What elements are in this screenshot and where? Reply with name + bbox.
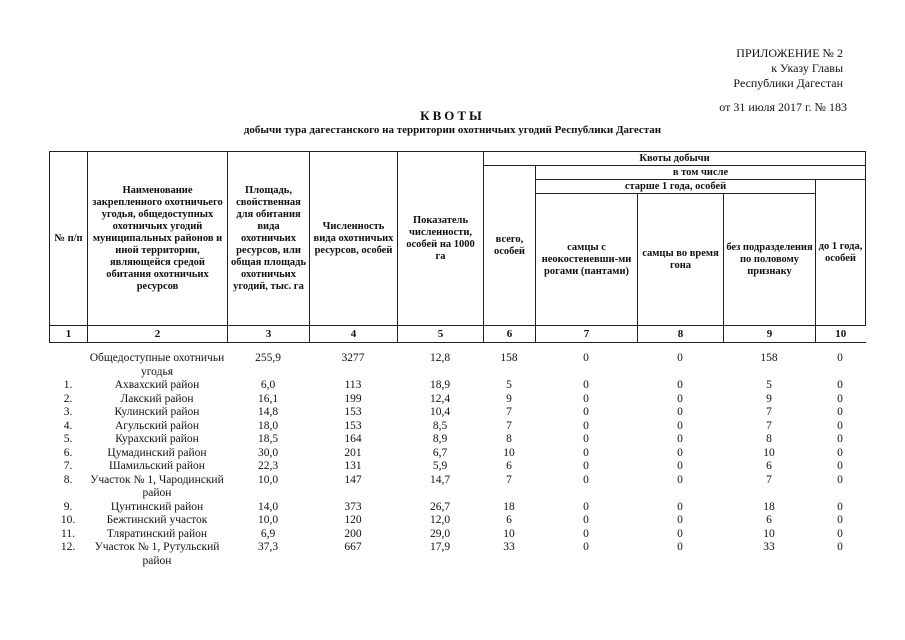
col-number-9: 9	[724, 326, 816, 343]
cell-total: 9	[506, 392, 512, 405]
cell-count: 373	[344, 500, 362, 513]
header-col-rut: самцы во время гона	[638, 194, 724, 326]
table-row	[49, 514, 879, 528]
annex-line-2: к Указу Главы	[771, 61, 843, 75]
cell-count: 113	[344, 379, 362, 391]
cell-antlers: 0	[583, 514, 589, 526]
cell-rut: 0	[677, 460, 683, 472]
cell-antlers: 0	[583, 352, 589, 364]
cell-name: Цумадинский район	[107, 446, 207, 459]
cell-total: 18	[503, 500, 515, 513]
cell-area: 37,3	[257, 541, 279, 553]
cell-index: 8,5	[432, 419, 448, 432]
cell-total: 7	[506, 419, 512, 432]
table-row	[49, 447, 879, 461]
table-row	[49, 433, 879, 447]
cell-index: 5,9	[432, 460, 448, 472]
quota-table-body	[49, 352, 879, 568]
cell-area: 16,1	[257, 392, 279, 405]
header-col-index: Показатель численности, особей на 1000 га	[398, 152, 484, 326]
document-subtitle: добычи тура дагестанского на территории охотничьих угодий Республики Дагестан	[243, 124, 662, 136]
cell-num: 10.	[60, 514, 76, 526]
cell-young: 0	[837, 541, 843, 553]
cell-nosex: 18	[763, 500, 775, 513]
table-row	[49, 501, 879, 515]
cell-area: 18,0	[257, 419, 279, 432]
cell-name: Шамильский район	[109, 460, 205, 472]
cell-area: 14,0	[257, 500, 279, 513]
table-row	[49, 352, 879, 379]
cell-total: 5	[506, 379, 512, 391]
col-number-4: 4	[310, 326, 398, 343]
cell-young: 0	[837, 514, 843, 526]
cell-name: Участок № 1, Рутульский район	[94, 541, 220, 567]
cell-count: 153	[344, 419, 362, 432]
cell-nosex: 7	[766, 406, 772, 418]
cell-nosex: 5	[766, 379, 772, 391]
cell-num: 2.	[63, 392, 73, 405]
col-number-6: 6	[484, 326, 536, 343]
cell-total: 8	[506, 433, 512, 445]
cell-index: 6,7	[432, 446, 448, 459]
cell-index: 12,8	[429, 352, 451, 364]
cell-total: 7	[506, 406, 512, 418]
cell-count: 201	[344, 446, 362, 459]
cell-count: 131	[344, 460, 362, 472]
document-title: КВОТЫ	[420, 108, 485, 123]
cell-name: Участок № 1, Чародинский район	[90, 473, 224, 499]
cell-name: Бежтинский участок	[106, 514, 208, 526]
annex-line-3: Республики Дагестан	[733, 76, 843, 90]
cell-total: 7	[506, 473, 512, 486]
header-col-antlers: самцы с неокостеневши-ми рогами (пантами)	[536, 194, 638, 326]
cell-nosex: 9	[766, 392, 772, 405]
cell-count: 200	[344, 527, 362, 540]
cell-rut: 0	[677, 541, 683, 553]
cell-rut: 0	[677, 352, 683, 364]
cell-area: 18,5	[257, 433, 279, 445]
cell-area: 22,3	[257, 460, 279, 472]
cell-num	[49, 352, 87, 379]
cell-name: Агульский район	[114, 419, 200, 432]
cell-index: 18,9	[429, 379, 451, 391]
col-number-7: 7	[536, 326, 638, 343]
cell-count: 3277	[341, 352, 365, 364]
cell-antlers: 0	[583, 527, 589, 540]
cell-nosex: 7	[766, 419, 772, 432]
col-number-5: 5	[398, 326, 484, 343]
header-quotas: Квоты добычи	[484, 152, 866, 166]
cell-antlers: 0	[583, 392, 589, 405]
col-number-10: 10	[816, 326, 866, 343]
cell-num: 5.	[63, 433, 73, 445]
cell-rut: 0	[677, 473, 683, 486]
cell-antlers: 0	[583, 406, 589, 418]
cell-nosex: 6	[766, 514, 772, 526]
cell-name: Курахский район	[115, 433, 199, 445]
cell-young: 0	[837, 406, 843, 418]
table-row	[49, 474, 879, 501]
table-row	[49, 406, 879, 420]
quota-table-header	[49, 151, 866, 343]
col-number-3: 3	[228, 326, 310, 343]
header-col-young: до 1 года, особей	[816, 180, 866, 326]
cell-antlers: 0	[583, 473, 589, 486]
cell-num: 7.	[63, 460, 73, 472]
cell-num: 3.	[63, 406, 73, 418]
cell-name: Лакский район	[120, 392, 194, 405]
cell-antlers: 0	[583, 419, 589, 432]
header-col-area: Площадь, свойственная для обитания вида охотничьих ресурсов, или общая площадь охотничьих угодий, тыс. га	[228, 152, 310, 326]
cell-young: 0	[837, 419, 843, 432]
annex-line-1: ПРИЛОЖЕНИЕ № 2	[736, 46, 843, 60]
col-number-1: 1	[50, 326, 88, 343]
cell-antlers: 0	[583, 446, 589, 459]
cell-area: 30,0	[257, 446, 279, 459]
cell-total: 33	[503, 541, 515, 553]
cell-rut: 0	[677, 500, 683, 513]
cell-nosex: 7	[766, 473, 772, 486]
cell-index: 8,9	[432, 433, 448, 445]
cell-area: 6,0	[260, 379, 276, 391]
cell-num: 11.	[61, 527, 75, 540]
cell-index: 12,0	[429, 514, 451, 526]
cell-area: 14,8	[257, 406, 279, 418]
cell-total: 6	[506, 514, 512, 526]
cell-index: 10,4	[429, 406, 451, 418]
annex-date: от 31 июля 2017 г. № 183	[719, 100, 847, 114]
cell-index: 17,9	[429, 541, 451, 553]
header-col-count: Численность вида охотничьих ресурсов, особей	[310, 152, 398, 326]
cell-index: 12,4	[429, 392, 451, 405]
cell-rut: 0	[677, 392, 683, 405]
cell-count: 120	[344, 514, 362, 526]
cell-rut: 0	[677, 433, 683, 445]
cell-young: 0	[837, 433, 843, 445]
cell-nosex: 10	[763, 446, 775, 459]
cell-count: 199	[344, 392, 362, 405]
col-number-2: 2	[88, 326, 228, 343]
header-col-total: всего, особей	[484, 166, 536, 326]
cell-num: 12.	[60, 541, 76, 553]
cell-young: 0	[837, 527, 843, 540]
cell-area: 10,0	[257, 473, 279, 486]
cell-young: 0	[837, 392, 843, 405]
cell-rut: 0	[677, 379, 683, 391]
cell-name: Тляратинский район	[106, 527, 208, 540]
cell-area: 255,9	[255, 352, 281, 364]
header-older: старше 1 года, особей	[536, 180, 816, 194]
cell-area: 10,0	[257, 514, 279, 526]
cell-count: 667	[344, 541, 362, 553]
cell-antlers: 0	[583, 379, 589, 391]
cell-num: 6.	[63, 446, 73, 459]
header-col-nosex: без подразделения по половому признаку	[724, 194, 816, 326]
cell-antlers: 0	[583, 541, 589, 553]
cell-nosex: 10	[763, 527, 775, 540]
cell-rut: 0	[677, 419, 683, 432]
cell-rut: 0	[677, 406, 683, 418]
cell-nosex: 33	[763, 541, 775, 553]
cell-nosex: 158	[760, 352, 778, 364]
cell-count: 164	[344, 433, 362, 445]
cell-index: 26,7	[429, 500, 451, 513]
cell-young: 0	[837, 460, 843, 472]
table-row	[49, 420, 879, 434]
cell-antlers: 0	[583, 500, 589, 513]
cell-name: Цунтинский район	[110, 500, 204, 513]
cell-nosex: 8	[766, 433, 772, 445]
cell-name: Ахвахский район	[114, 379, 200, 391]
cell-rut: 0	[677, 514, 683, 526]
cell-num: 8.	[63, 473, 73, 486]
cell-index: 29,0	[429, 527, 451, 540]
cell-antlers: 0	[583, 433, 589, 445]
cell-rut: 0	[677, 446, 683, 459]
cell-young: 0	[837, 446, 843, 459]
cell-young: 0	[837, 379, 843, 391]
cell-num: 4.	[63, 419, 73, 432]
cell-total: 6	[506, 460, 512, 472]
header-col-num: № п/п	[50, 152, 88, 326]
header-including: в том числе	[536, 166, 866, 180]
cell-young: 0	[837, 500, 843, 513]
cell-count: 153	[344, 406, 362, 418]
cell-num: 9.	[63, 500, 73, 513]
table-row	[49, 379, 879, 393]
annex-block	[733, 46, 843, 91]
table-row	[49, 528, 879, 542]
cell-antlers: 0	[583, 460, 589, 472]
cell-rut: 0	[677, 527, 683, 540]
cell-young: 0	[837, 473, 843, 486]
cell-name: Общедоступные охотничьи угодья	[89, 352, 225, 378]
cell-name: Кулинский район	[114, 406, 200, 418]
table-row	[49, 460, 879, 474]
cell-young: 0	[837, 352, 843, 364]
cell-num: 1.	[63, 379, 73, 391]
header-col-name: Наименование закрепленного охотничьего угодья, общедоступных охотничьих угодий муниципальных районов и иной территории, являющейся средой обитания охотничьих ресурсов	[88, 152, 228, 326]
cell-total: 10	[503, 527, 515, 540]
table-row	[49, 393, 879, 407]
cell-total: 10	[503, 446, 515, 459]
cell-nosex: 6	[766, 460, 772, 472]
col-number-8: 8	[638, 326, 724, 343]
cell-area: 6,9	[260, 527, 276, 540]
cell-total: 158	[500, 352, 518, 364]
cell-index: 14,7	[429, 473, 451, 486]
cell-count: 147	[344, 473, 362, 486]
table-row	[49, 541, 879, 568]
